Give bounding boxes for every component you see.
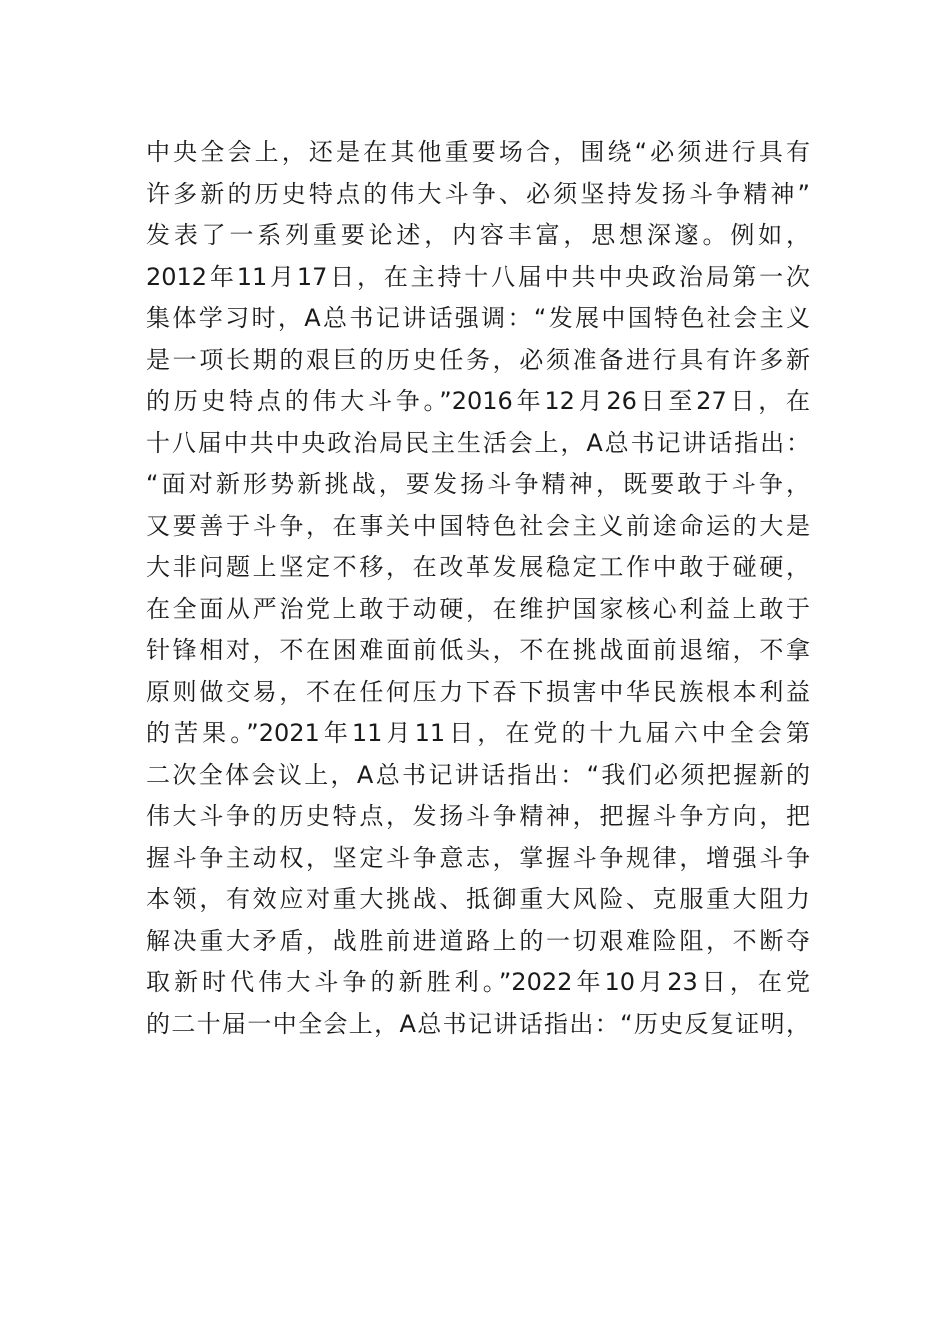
text-line: 取新时代伟大斗争的新胜利。”2022年10月23日，在党 bbox=[146, 968, 810, 996]
text-line: 大非问题上坚定不移，在改革发展稳定工作中敢于碰硬， bbox=[146, 553, 810, 581]
text-line: 的苦果。”2021年11月11日，在党的十九届六中全会第 bbox=[146, 719, 810, 747]
text-line: 原则做交易，不在任何压力下吞下损害中华民族根本利益 bbox=[146, 677, 810, 706]
text-line: 发表了一系列重要论述，内容丰富，思想深邃。例如， bbox=[146, 221, 810, 249]
text-line: 的二十届一中全会上，A总书记讲话指出：“历史反复证明， bbox=[146, 1009, 810, 1038]
text-line: 解决重大矛盾，战胜前进道路上的一切艰难险阻，不断夺 bbox=[146, 926, 810, 955]
text-line: 针锋相对，不在困难面前低头，不在挑战面前退缩，不拿 bbox=[146, 636, 810, 664]
text-line: 本领，有效应对重大挑战、抵御重大风险、克服重大阻力 bbox=[146, 885, 810, 913]
text-line: 是一项长期的艰巨的历史任务，必须准备进行具有许多新 bbox=[146, 345, 810, 374]
text-line: 十八届中共中央政治局民主生活会上，A总书记讲话指出： bbox=[146, 428, 810, 457]
text-line: 在全面从严治党上敢于动硬，在维护国家核心利益上敢于 bbox=[146, 594, 810, 623]
text-line: 又要善于斗争，在事关中国特色社会主义前途命运的大是 bbox=[146, 511, 810, 540]
text-line: 许多新的历史特点的伟大斗争、必须坚持发扬斗争精神” bbox=[146, 179, 810, 208]
text-line: 2012年11月17日，在主持十八届中共中央政治局第一次 bbox=[146, 262, 810, 291]
text-line: 伟大斗争的历史特点，发扬斗争精神，把握斗争方向，把 bbox=[146, 802, 810, 830]
text-line: 的历史特点的伟大斗争。”2016年12月26日至27日，在 bbox=[146, 387, 810, 415]
text-line: 握斗争主动权，坚定斗争意志，掌握斗争规律，增强斗争 bbox=[146, 843, 810, 872]
text-line: “面对新形势新挑战，要发扬斗争精神，既要敢于斗争， bbox=[146, 470, 810, 498]
text-line: 二次全体会议上，A总书记讲话指出：“我们必须把握新的 bbox=[146, 760, 810, 789]
text-line: 集体学习时，A总书记讲话强调：“发展中国特色社会主义 bbox=[146, 304, 810, 332]
body-text bbox=[146, 132, 810, 1045]
text-line: 中央全会上，还是在其他重要场合，围绕“必须进行具有 bbox=[146, 138, 810, 166]
